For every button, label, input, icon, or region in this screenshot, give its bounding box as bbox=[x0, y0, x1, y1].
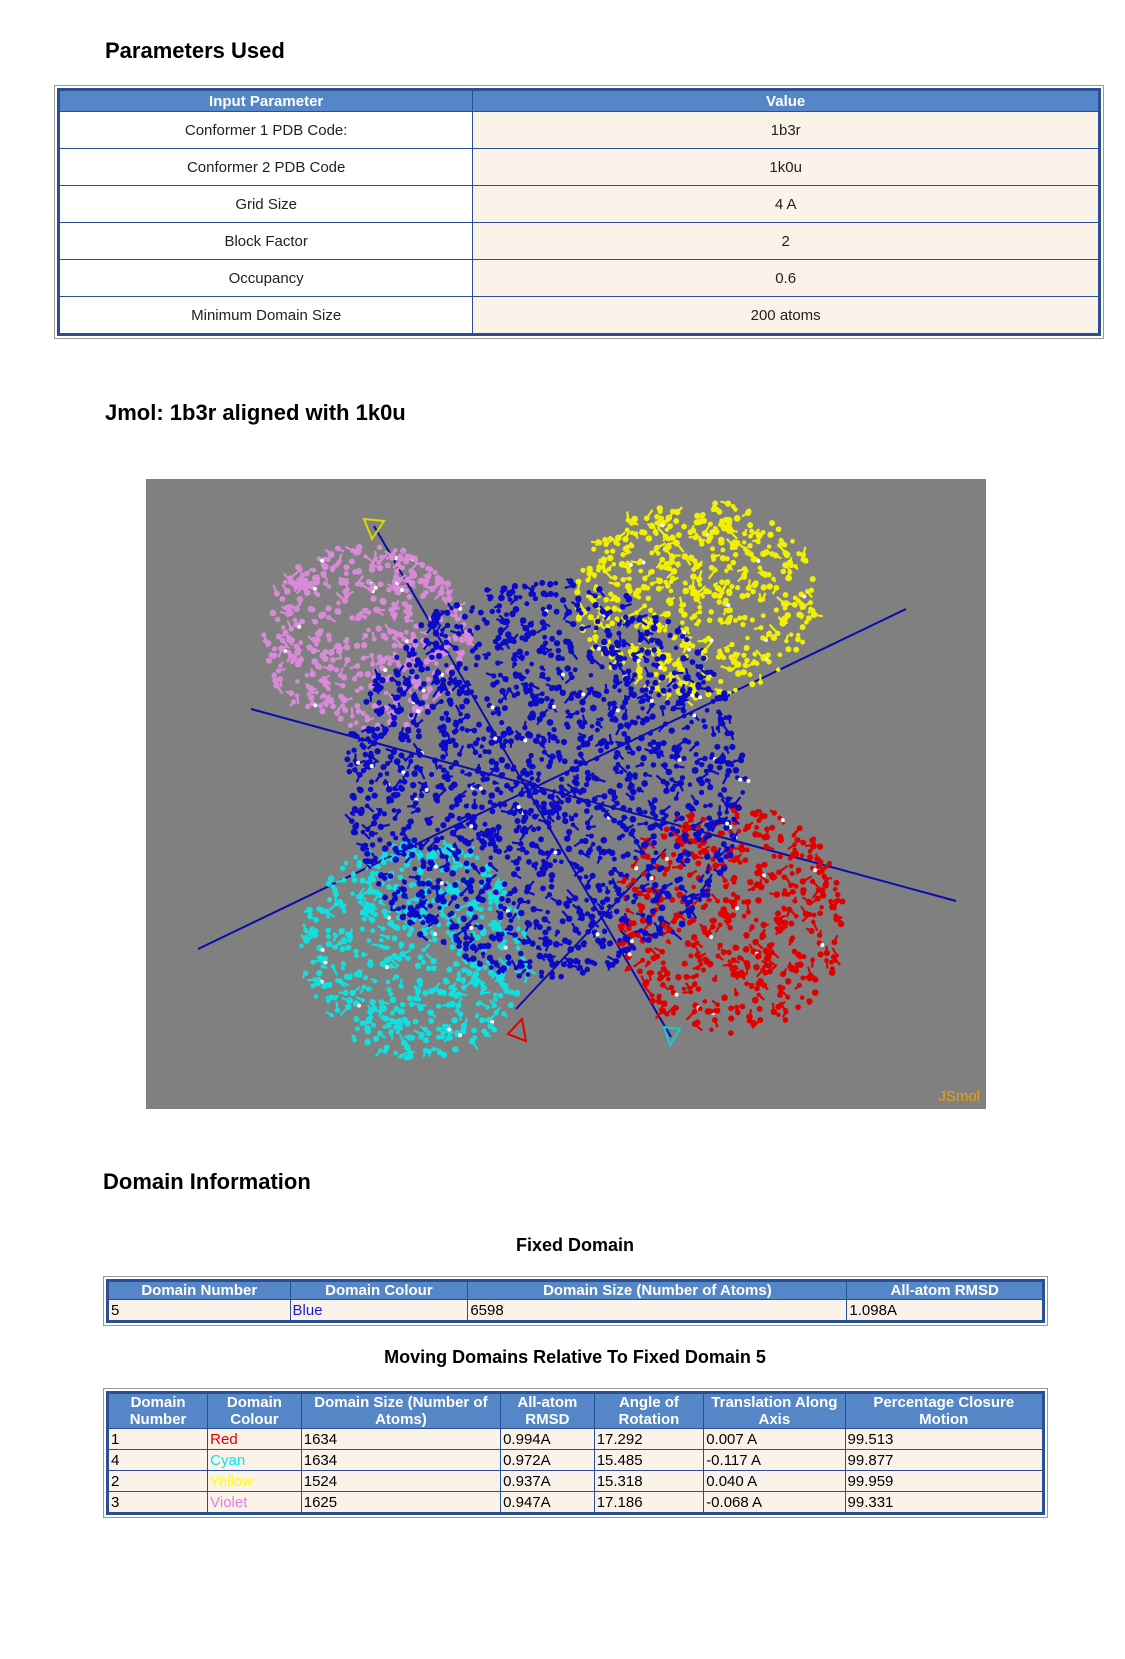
domain-colour: Violet bbox=[208, 1492, 302, 1514]
domain-translation: -0.117 A bbox=[704, 1450, 845, 1471]
param-value: 200 atoms bbox=[473, 297, 1100, 335]
header-rmsd: All-atom RMSD bbox=[501, 1393, 595, 1429]
domain-closure: 99.331 bbox=[845, 1492, 1043, 1514]
fixed-header-row bbox=[108, 1281, 1044, 1300]
domain-closure: 99.959 bbox=[845, 1471, 1043, 1492]
domain-angle: 17.292 bbox=[594, 1429, 704, 1450]
header-value: Value bbox=[473, 90, 1100, 112]
param-label: Occupancy bbox=[59, 260, 473, 297]
jmol-heading: Jmol: 1b3r aligned with 1k0u bbox=[105, 400, 406, 425]
domain-rmsd: 0.972A bbox=[501, 1450, 595, 1471]
fixed-domain-title: Fixed Domain bbox=[515, 1235, 635, 1255]
domain-size: 6598 bbox=[468, 1300, 847, 1322]
domain-rmsd: 0.994A bbox=[501, 1429, 595, 1450]
param-label: Conformer 2 PDB Code bbox=[59, 149, 473, 186]
header-input-parameter: Input Parameter bbox=[59, 90, 473, 112]
param-label: Grid Size bbox=[59, 186, 473, 223]
parameters-table-frame bbox=[54, 85, 1104, 339]
domain-number: 3 bbox=[108, 1492, 208, 1514]
fixed-domain-table bbox=[106, 1279, 1045, 1323]
domain-rmsd: 0.947A bbox=[501, 1492, 595, 1514]
param-value: 1k0u bbox=[473, 149, 1100, 186]
domain-rmsd: 0.937A bbox=[501, 1471, 595, 1492]
moving-domains-table bbox=[106, 1391, 1045, 1515]
domain-size: 1634 bbox=[301, 1429, 500, 1450]
domain-colour: Yellow bbox=[208, 1471, 302, 1492]
cyan-domain bbox=[299, 839, 535, 1061]
domain-colour: Blue bbox=[290, 1300, 468, 1322]
domain-angle: 15.485 bbox=[594, 1450, 704, 1471]
table-row bbox=[108, 1429, 1044, 1450]
header-domain-colour: Domain Colour bbox=[208, 1393, 302, 1429]
domain-size: 1524 bbox=[301, 1471, 500, 1492]
fixed-domain-table-frame bbox=[103, 1276, 1048, 1326]
header-domain-colour: Domain Colour bbox=[290, 1281, 468, 1300]
domain-translation: 0.007 A bbox=[704, 1429, 845, 1450]
param-label: Minimum Domain Size bbox=[59, 297, 473, 335]
domain-closure: 99.513 bbox=[845, 1429, 1043, 1450]
header-rmsd: All-atom RMSD bbox=[847, 1281, 1044, 1300]
domain-info-heading: Domain Information bbox=[103, 1169, 311, 1194]
header-domain-size: Domain Size (Number of Atoms) bbox=[468, 1281, 847, 1300]
table-row bbox=[59, 112, 1100, 149]
table-row bbox=[59, 186, 1100, 223]
header-translation: Translation Along Axis bbox=[704, 1393, 845, 1429]
moving-header-row bbox=[108, 1393, 1044, 1429]
jsmol-watermark: JSmol bbox=[938, 1088, 980, 1105]
domain-size: 1625 bbox=[301, 1492, 500, 1514]
axis-arrowhead bbox=[364, 519, 384, 539]
param-value: 4 A bbox=[473, 186, 1100, 223]
domain-number: 5 bbox=[108, 1300, 291, 1322]
table-row bbox=[108, 1492, 1044, 1514]
domain-number: 1 bbox=[108, 1429, 208, 1450]
param-label: Conformer 1 PDB Code: bbox=[59, 112, 473, 149]
parameters-header-row bbox=[59, 90, 1100, 112]
domain-size: 1634 bbox=[301, 1450, 500, 1471]
domain-number: 2 bbox=[108, 1471, 208, 1492]
moving-domains-title: Moving Domains Relative To Fixed Domain 5 bbox=[384, 1347, 766, 1367]
header-closure: Percentage Closure Motion bbox=[845, 1393, 1043, 1429]
table-row bbox=[59, 260, 1100, 297]
moving-domains-table-frame bbox=[103, 1388, 1048, 1518]
table-row bbox=[59, 223, 1100, 260]
parameters-table bbox=[57, 88, 1101, 336]
domain-translation: -0.068 A bbox=[704, 1492, 845, 1514]
table-row bbox=[108, 1450, 1044, 1471]
molecule-rendering[interactable] bbox=[146, 479, 986, 1109]
domain-rmsd: 1.098A bbox=[847, 1300, 1044, 1322]
table-row bbox=[59, 297, 1100, 335]
param-value: 2 bbox=[473, 223, 1100, 260]
table-row bbox=[59, 149, 1100, 186]
header-domain-number: Domain Number bbox=[108, 1281, 291, 1300]
header-domain-size: Domain Size (Number of Atoms) bbox=[301, 1393, 500, 1429]
param-label: Block Factor bbox=[59, 223, 473, 260]
domain-colour: Red bbox=[208, 1429, 302, 1450]
domain-translation: 0.040 A bbox=[704, 1471, 845, 1492]
domain-colour: Cyan bbox=[208, 1450, 302, 1471]
param-value: 0.6 bbox=[473, 260, 1100, 297]
domain-closure: 99.877 bbox=[845, 1450, 1043, 1471]
domain-angle: 17.186 bbox=[594, 1492, 704, 1514]
domain-angle: 15.318 bbox=[594, 1471, 704, 1492]
axis-arrowhead bbox=[508, 1019, 526, 1041]
table-row bbox=[108, 1471, 1044, 1492]
header-domain-number: Domain Number bbox=[108, 1393, 208, 1429]
parameters-heading: Parameters Used bbox=[105, 38, 285, 63]
table-row bbox=[108, 1300, 1044, 1322]
jsmol-viewer[interactable] bbox=[146, 479, 986, 1109]
domain-number: 4 bbox=[108, 1450, 208, 1471]
param-value: 1b3r bbox=[473, 112, 1100, 149]
header-angle: Angle of Rotation bbox=[594, 1393, 704, 1429]
